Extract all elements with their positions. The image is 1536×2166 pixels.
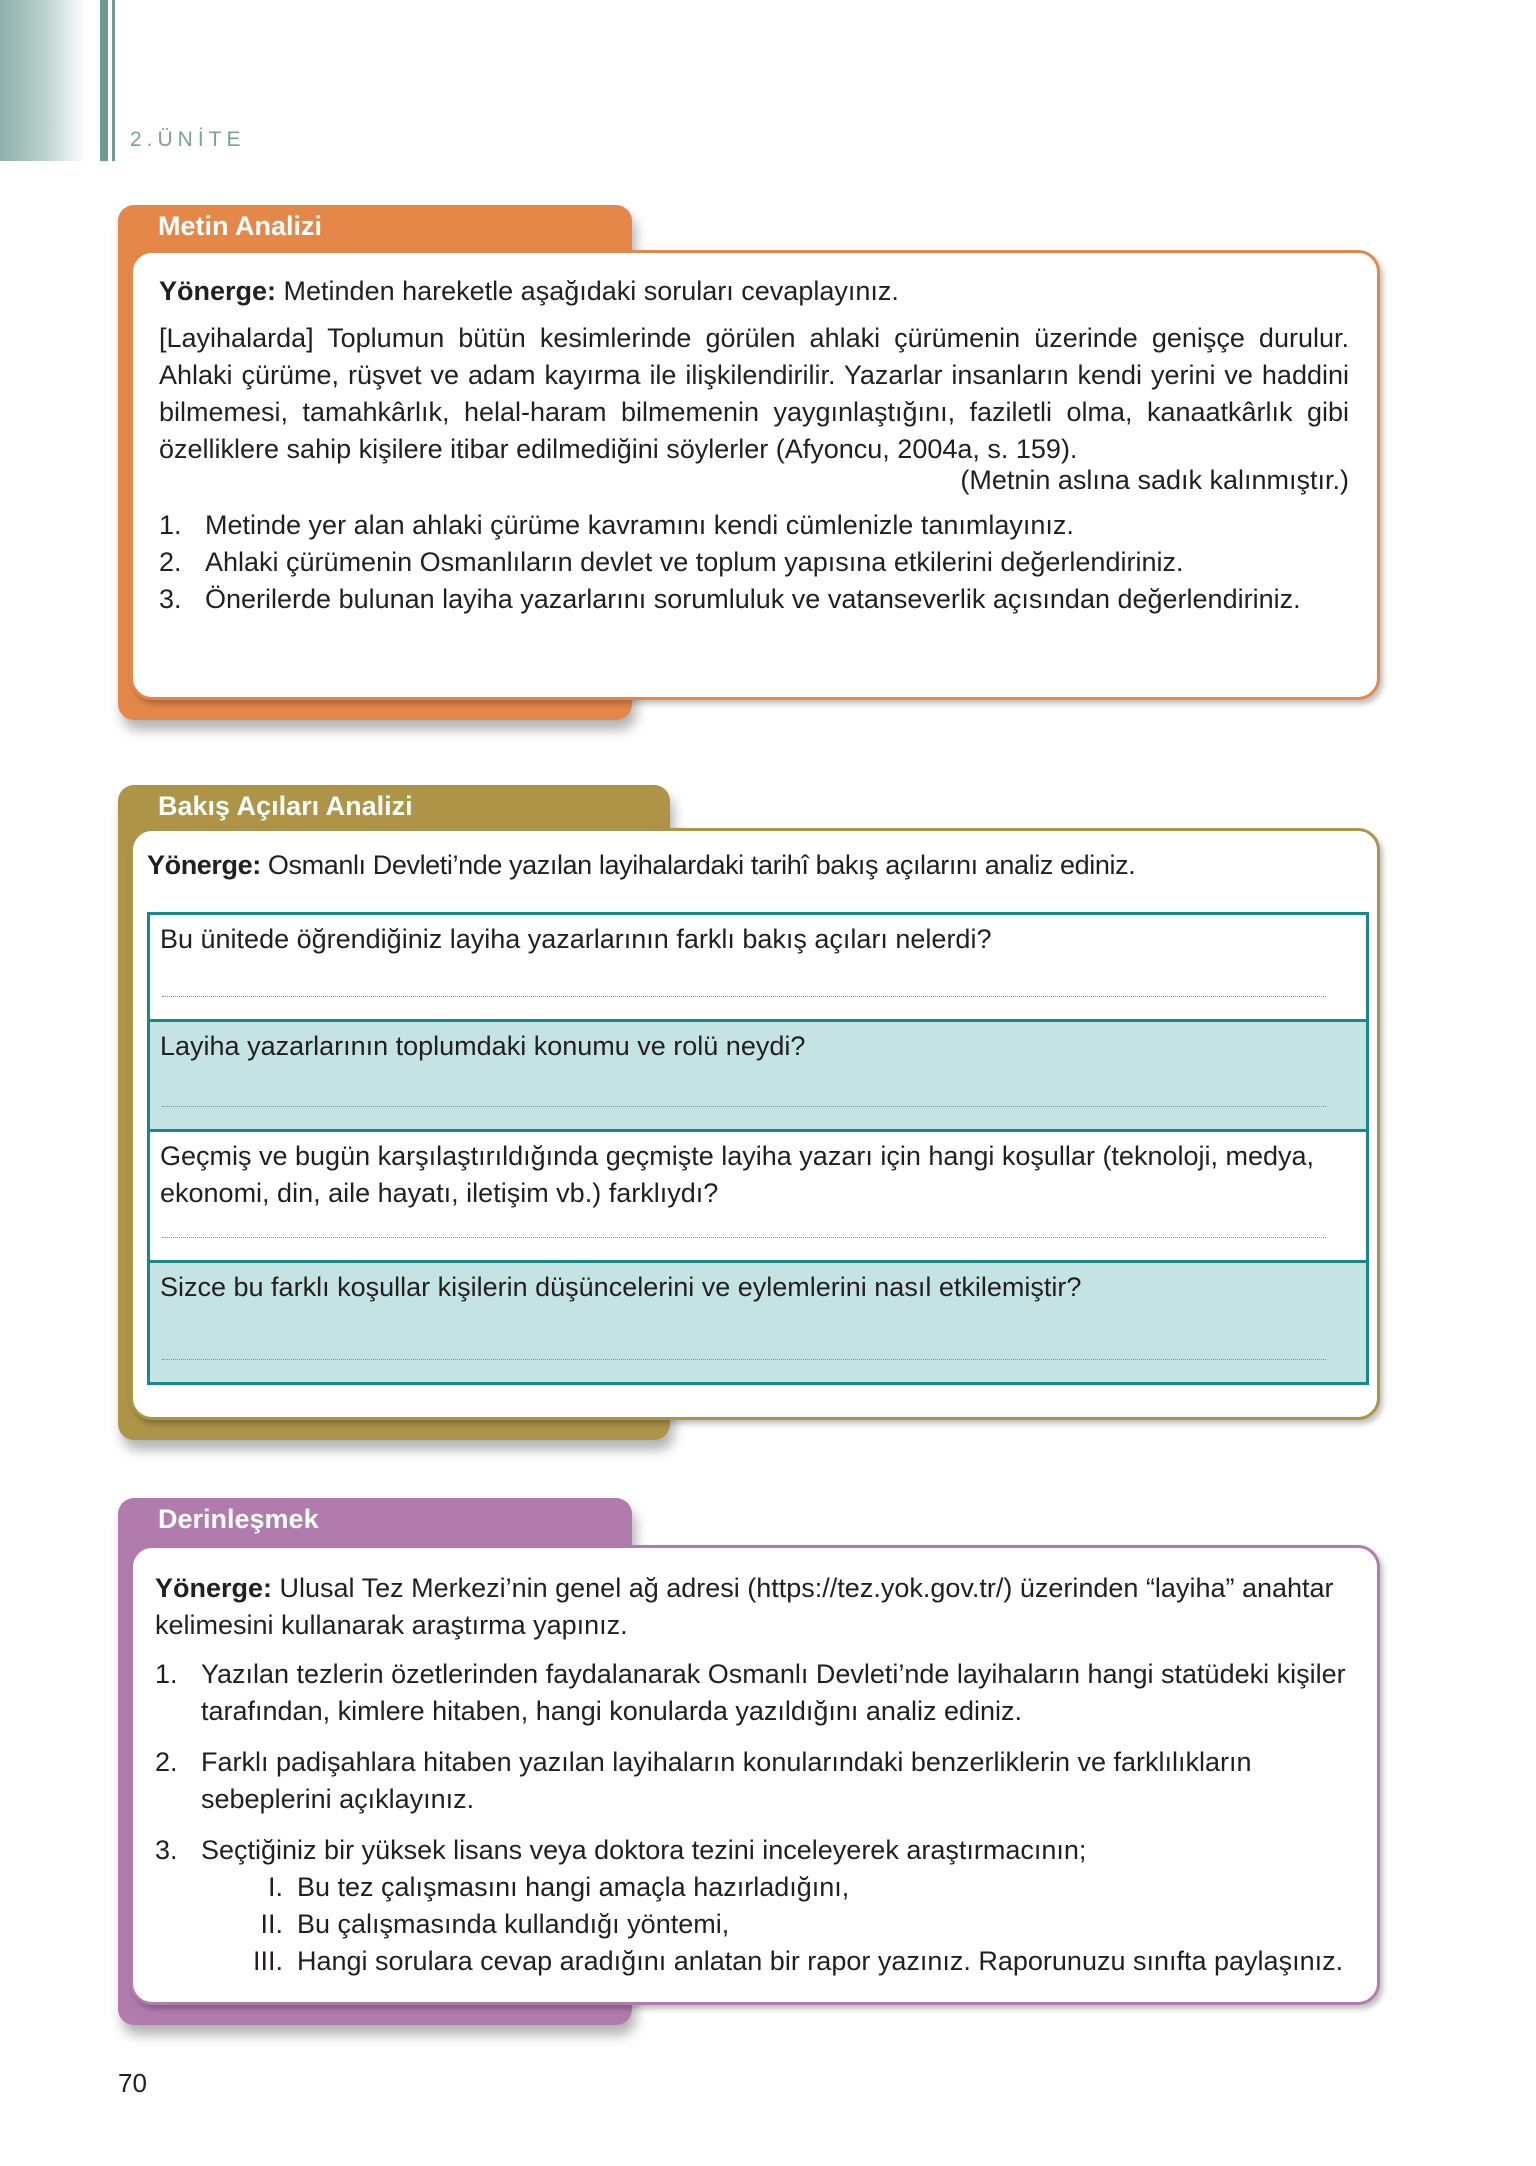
row-question: Layiha yazarlarının toplumdaki konumu ve rolü neydi?: [160, 1031, 806, 1061]
derinlesmek-card: [118, 1498, 1380, 2028]
task-text: Seçtiğiniz bir yüksek lisans veya doktora tezini inceleyerek araştırmacının;: [201, 1835, 1087, 1865]
task-number: 2.: [155, 1747, 178, 1777]
answer-line[interactable]: [162, 1237, 1326, 1238]
task-text: Yazılan tezlerin özetlerinden faydalanarak Osmanlı Devleti’nde layihaların hangi statüdeki kişiler tarafından, kimlere hitaben, hangi konularda yazıldığını analiz ediniz.: [201, 1659, 1346, 1726]
directive-label: Yönerge:: [147, 850, 261, 880]
metin-analizi-content: [130, 250, 1380, 700]
metin-analizi-title: Metin Analizi: [158, 211, 323, 241]
row-question: Bu ünitede öğrendiğiniz layiha yazarlarının farklı bakış açıları nelerdi?: [160, 924, 992, 954]
task-number: 3.: [155, 1835, 178, 1865]
directive-text: Osmanlı Devleti’nde yazılan layihalardaki tarihî bakış açılarını analiz ediniz.: [260, 850, 1136, 880]
directive: [155, 1570, 1349, 1644]
source-note: (Metnin aslına sadık kalınmıştır.): [960, 465, 1349, 495]
answer-line[interactable]: [162, 1359, 1326, 1360]
subitem-text: Bu tez çalışmasını hangi amaçla hazırladığını,: [297, 1872, 850, 1902]
answer-line[interactable]: [162, 996, 1326, 997]
bakis-acilari-card: [118, 785, 1380, 1445]
row-question: Geçmiş ve bugün karşılaştırıldığında geçmişte layiha yazarı için hangi koşullar (teknoloji, medya, ekonomi, din, aile hayatı, iletişim vb.) farklıydı?: [160, 1141, 1315, 1208]
task-item: [155, 1832, 1349, 1980]
question-list: [159, 507, 1349, 618]
question-text: Ahlaki çürümenin Osmanlıların devlet ve toplum yapısına etkilerini değerlendiriniz.: [205, 547, 1184, 577]
table-row: [150, 1263, 1366, 1382]
perspective-table: [147, 912, 1369, 1385]
row-question: Sizce bu farklı koşullar kişilerin düşüncelerini ve eylemlerini nasıl etkilemiştir?: [160, 1272, 1082, 1302]
directive: [147, 847, 1363, 884]
directive-text: Metinden hareketle aşağıdaki soruları cevaplayınız.: [276, 276, 899, 306]
table-row: [150, 1022, 1366, 1132]
bakis-acilari-content: [130, 828, 1380, 1420]
subitem: [201, 1869, 1349, 1906]
question-item: [159, 581, 1349, 618]
question-text: Metinde yer alan ahlaki çürüme kavramını kendi cümlenizle tanımlayınız.: [205, 510, 1074, 540]
page-number: 70: [118, 2068, 147, 2098]
subitem-number: II.: [260, 1909, 283, 1939]
question-item: [159, 544, 1349, 581]
table-row: [150, 915, 1366, 1022]
answer-line[interactable]: [162, 1106, 1326, 1107]
bakis-acilari-title: Bakış Açıları Analizi: [158, 791, 413, 821]
directive-text: Ulusal Tez Merkezi’nin genel ağ adresi (https://tez.yok.gov.tr/) üzerinden “layiha” anahtar kelimesini kullanarak araştırma yapınız.: [155, 1573, 1334, 1640]
subitem: [201, 1943, 1349, 1980]
subitem-number: III.: [252, 1946, 283, 1976]
subitem: [201, 1906, 1349, 1943]
directive: [159, 273, 1349, 310]
header-bar-thin: [112, 0, 115, 161]
directive-label: Yönerge:: [155, 1573, 273, 1603]
derinlesmek-title: Derinleşmek: [158, 1504, 319, 1534]
question-item: [159, 507, 1349, 544]
question-text: Önerilerde bulunan layiha yazarlarını sorumluluk ve vatanseverlik açısından değerlendiriniz.: [205, 584, 1301, 614]
task-item: [155, 1656, 1349, 1730]
corner-gradient-decoration: [0, 0, 86, 161]
task-number: 1.: [155, 1659, 178, 1689]
directive-label: Yönerge:: [159, 276, 277, 306]
question-number: 3.: [159, 584, 182, 614]
task-text: Farklı padişahlara hitaben yazılan layihaların konularındaki benzerliklerin ve farklılıkların sebeplerini açıklayınız.: [201, 1747, 1252, 1814]
quoted-paragraph: [Layihalarda] Toplumun bütün kesimlerinde görülen ahlaki çürümenin üzerinde genişçe durulur. Ahlaki çürüme, rüşvet ve adam kayırma ile ilişkilendirilir. Yazarlar insanların kendi yerini ve haddini bilmemesi, tamahkârlık, helal-haram bilmemenin yaygınlaştığını, faziletli olma, kanaatkârlık gibi özelliklere sahip kişilere itibar edilmediğini söylerler (Afyoncu, 2004a, s. 159).: [159, 323, 1349, 464]
metin-analizi-card: [118, 205, 1380, 725]
unit-label: 2.ÜNİTE: [130, 128, 246, 151]
task-item: [155, 1744, 1349, 1818]
subitem-number: I.: [267, 1872, 283, 1902]
task-list: [155, 1656, 1349, 1980]
question-number: 1.: [159, 510, 182, 540]
question-number: 2.: [159, 547, 182, 577]
subitem-text: Bu çalışmasında kullandığı yöntemi,: [297, 1909, 730, 1939]
derinlesmek-content: [130, 1545, 1380, 2005]
subitem-text: Hangi sorulara cevap aradığını anlatan bir rapor yazınız. Raporunuzu sınıfta paylaşınız.: [297, 1946, 1344, 1976]
table-row: [150, 1132, 1366, 1263]
header-bar-thick: [100, 0, 108, 161]
